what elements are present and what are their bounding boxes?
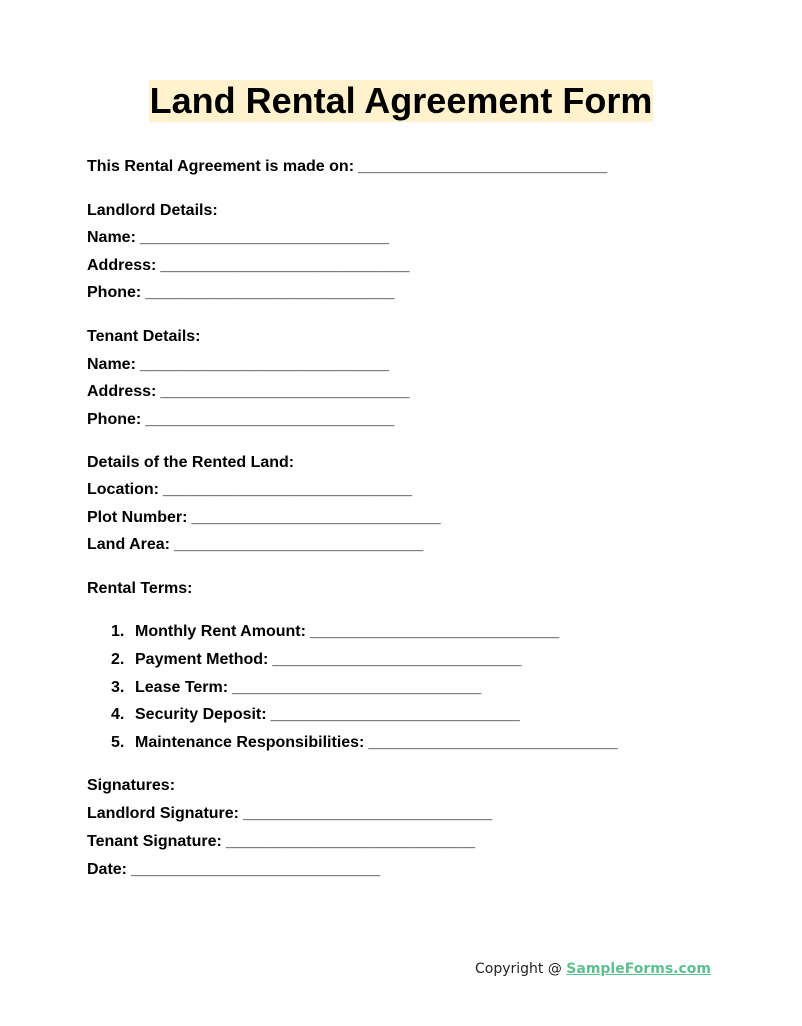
terms-item-label: Maintenance Responsibilities:: [135, 734, 365, 751]
terms-item-label: Security Deposit:: [135, 706, 267, 723]
landlord-name-label: Name:: [87, 229, 136, 246]
landlord-signature-line: [87, 804, 492, 824]
tenant-address-label: Address:: [87, 383, 157, 400]
land-location-line: [87, 480, 412, 500]
copyright-footer: [475, 961, 711, 977]
tenant-phone-blank[interactable]: ____________________________: [145, 411, 395, 428]
landlord-signature-blank[interactable]: ____________________________: [243, 805, 493, 822]
terms-item-number: 3.: [111, 679, 125, 696]
terms-item-blank[interactable]: ____________________________: [272, 651, 522, 668]
landlord-address-line: [87, 256, 410, 276]
terms-item-blank[interactable]: ____________________________: [368, 734, 618, 751]
title-container: [0, 80, 802, 122]
terms-item-number: 2.: [111, 651, 125, 668]
made-on-label: This Rental Agreement is made on:: [87, 158, 355, 175]
tenant-phone-label: Phone:: [87, 411, 142, 428]
terms-item-3: [87, 678, 481, 698]
landlord-address-label: Address:: [87, 257, 157, 274]
date-line: [87, 860, 380, 880]
date-blank[interactable]: ____________________________: [131, 861, 381, 878]
landlord-phone-blank[interactable]: ____________________________: [145, 284, 395, 301]
terms-item-label: Lease Term:: [135, 679, 229, 696]
tenant-phone-line: [87, 410, 394, 430]
tenant-name-blank[interactable]: ____________________________: [139, 356, 390, 373]
landlord-address-blank[interactable]: ____________________________: [160, 257, 410, 274]
landlord-phone-label: Phone:: [87, 284, 142, 301]
tenant-name-label: Name:: [87, 356, 136, 373]
terms-item-blank[interactable]: ____________________________: [270, 706, 520, 723]
terms-item-1: [87, 622, 559, 642]
date-label: Date:: [87, 861, 128, 878]
tenant-heading: Tenant Details:: [87, 328, 201, 345]
tenant-address-line: [87, 382, 410, 402]
terms-item-number: 4.: [111, 706, 125, 723]
landlord-name-blank[interactable]: ____________________________: [139, 229, 390, 246]
land-area-blank[interactable]: ____________________________: [173, 536, 424, 553]
terms-item-blank[interactable]: ____________________________: [232, 679, 482, 696]
landlord-phone-line: [87, 283, 394, 303]
terms-item-4: [87, 705, 520, 725]
land-area-label: Land Area:: [87, 536, 170, 553]
land-location-blank[interactable]: ____________________________: [163, 481, 413, 498]
tenant-signature-line: [87, 832, 475, 852]
tenant-signature-blank[interactable]: ____________________________: [225, 833, 475, 850]
landlord-heading: Landlord Details:: [87, 202, 218, 219]
land-plot-line: [87, 508, 441, 528]
tenant-address-blank[interactable]: ____________________________: [160, 383, 410, 400]
terms-item-number: 5.: [111, 734, 125, 751]
tenant-name-line: [87, 355, 389, 375]
made-on-blank[interactable]: ____________________________: [358, 158, 608, 175]
terms-item-label: Monthly Rent Amount:: [135, 623, 306, 640]
terms-item-label: Payment Method:: [135, 651, 269, 668]
terms-heading: Rental Terms:: [87, 580, 193, 597]
landlord-name-line: [87, 228, 389, 248]
terms-item-blank[interactable]: ____________________________: [309, 623, 560, 640]
page-title: Land Rental Agreement Form: [149, 80, 653, 121]
terms-item-2: [87, 650, 522, 670]
land-area-line: [87, 535, 423, 555]
land-plot-blank[interactable]: ____________________________: [191, 509, 441, 526]
signatures-heading: Signatures:: [87, 777, 176, 794]
land-location-label: Location:: [87, 481, 159, 498]
land-heading: Details of the Rented Land:: [87, 454, 295, 471]
copyright-prefix: Copyright @: [474, 961, 567, 977]
landlord-signature-label: Landlord Signature:: [87, 805, 239, 822]
terms-item-number: 1.: [111, 623, 125, 640]
land-plot-label: Plot Number:: [87, 509, 188, 526]
made-on-line: [87, 157, 607, 177]
sampleforms-link[interactable]: SampleForms.com: [566, 961, 711, 977]
terms-item-5: [87, 733, 618, 753]
tenant-signature-label: Tenant Signature:: [87, 833, 222, 850]
